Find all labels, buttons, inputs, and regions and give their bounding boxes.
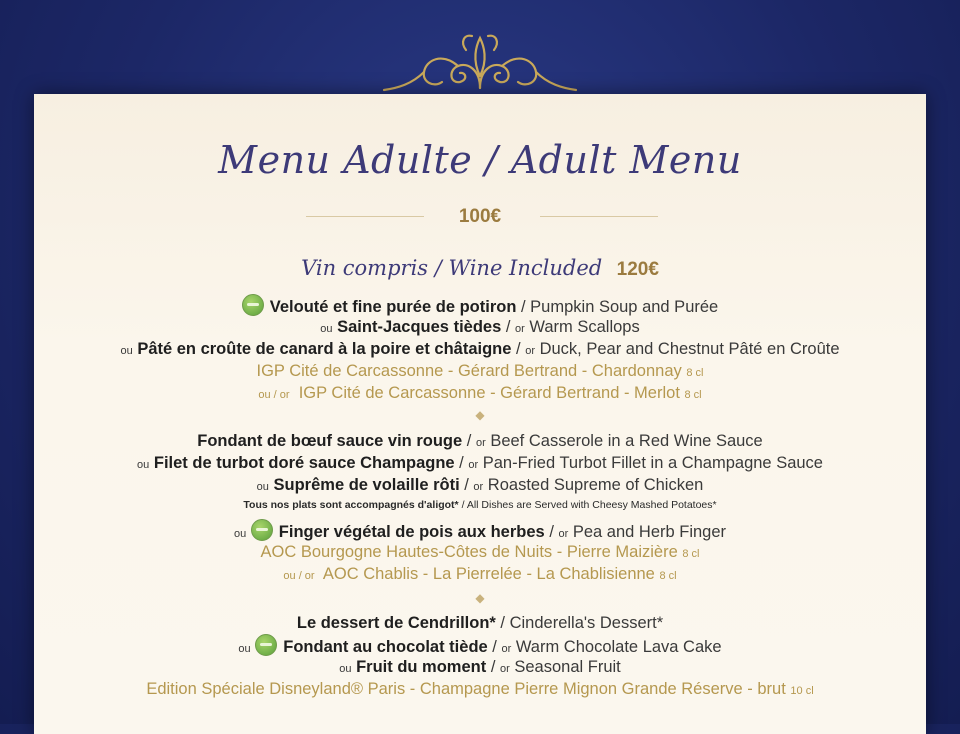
or-label: or: [500, 663, 510, 675]
menu-card: [34, 94, 926, 734]
dish-fr: Fruit du moment: [356, 658, 487, 676]
wine-name: IGP Cité de Carcassonne - Gérard Bertrand - Merlot: [298, 384, 680, 402]
starter-3: ou Pâté en croûte de canard à la poire et châtaigne / or Duck, Pear and Chestnut Pâté en Croûte: [120, 340, 840, 358]
champagne-name: Edition Spéciale Disneyland® Paris - Champagne Pierre Mignon Grande Réserve - brut: [146, 680, 786, 698]
gold-scroll-ornament: [380, 30, 580, 98]
ou-label: ou: [120, 345, 133, 357]
dessert-2: ou Fondant au chocolat tiède / or Warm Chocolate Lava Cake: [34, 634, 926, 660]
dish-en: Seasonal Fruit: [514, 658, 621, 676]
note-fr: Tous nos plats sont accompagnés d'aligot*: [243, 499, 459, 511]
wine-volume: 10 cl: [790, 685, 814, 697]
dessert-1: Le dessert de Cendrillon* / Cinderella's Dessert*: [296, 614, 664, 632]
dessert-3: ou Fruit du moment / or Seasonal Fruit: [339, 658, 621, 676]
vegan-leaf-icon: [242, 294, 264, 316]
wine-name: AOC Bourgogne Hautes-Côtes de Nuits - Pierre Maizière: [260, 543, 678, 561]
dish-fr: Finger végétal de pois aux herbes: [278, 523, 545, 541]
ou-label: ou: [233, 528, 247, 540]
dish-fr: Le dessert de Cendrillon*: [296, 614, 496, 632]
main-3: ou Suprême de volaille rôti / or Roasted Supreme of Chicken: [256, 476, 704, 494]
wine-name: IGP Cité de Carcassonne - Gérard Bertrand - Chardonnay: [256, 362, 682, 380]
dish-fr: Fondant de bœuf sauce vin rouge: [197, 432, 463, 450]
note-en: / All Dishes are Served with Cheesy Mashed Potatoes*: [461, 499, 717, 511]
or-label: or: [468, 459, 479, 471]
wine-name: AOC Chablis - La Pierrelée - La Chablisienne: [322, 565, 655, 583]
vegan-leaf-icon: [255, 634, 277, 656]
divider-right: [540, 216, 658, 217]
champagne-line: [34, 678, 926, 702]
starter-1: Velouté et fine purée de potiron / Pumpkin Soup and Purée: [34, 294, 926, 318]
menu-title: Menu Adulte / Adult Menu: [218, 138, 742, 182]
dish-en: Pumpkin Soup and Purée: [530, 298, 719, 316]
dish-fr: Velouté et fine purée de potiron: [269, 298, 517, 316]
ou-label: ou: [320, 323, 333, 335]
wine-volume: 8 cl: [684, 389, 702, 401]
dish-en: Pan-Fried Turbot Fillet in a Champagne Sauce: [482, 454, 823, 472]
dish-en: Warm Scallops: [529, 318, 640, 336]
diamond-separator: ◆: [475, 591, 485, 605]
vegan-leaf-icon: [251, 519, 273, 541]
or-label: or: [525, 345, 535, 357]
or-label: or: [475, 437, 486, 449]
dish-en: Duck, Pear and Chestnut Pâté en Croûte: [539, 340, 840, 358]
diamond-separator: ◆: [475, 408, 485, 422]
dish-en: Roasted Supreme of Chicken: [487, 476, 704, 494]
dish-fr: Saint-Jacques tièdes: [337, 318, 502, 336]
main-wine-1: [34, 541, 926, 565]
wine-included-label: Vin compris / Wine Included: [301, 256, 603, 280]
ou-or-label: ou / or: [258, 389, 290, 401]
starter-2: ou Saint-Jacques tièdes / or Warm Scallops: [320, 318, 640, 336]
dish-fr: Filet de turbot doré sauce Champagne: [153, 454, 455, 472]
dish-fr: Fondant au chocolat tiède: [283, 638, 488, 656]
side-dish-note: [34, 497, 926, 513]
or-label: or: [515, 323, 525, 335]
main-4: ou Finger végétal de pois aux herbes / or Pea and Herb Finger: [34, 519, 926, 545]
ou-label: ou: [137, 459, 150, 471]
dish-en: Cinderella's Dessert*: [509, 614, 664, 632]
ou-label: ou: [339, 663, 352, 675]
ou-label: ou: [238, 643, 251, 655]
main-1: Fondant de bœuf sauce vin rouge / or Beef Casserole in a Red Wine Sauce: [197, 432, 763, 450]
wine-volume: 8 cl: [682, 548, 700, 560]
wine-included-row: [34, 254, 926, 285]
wine-included-price: 120€: [616, 259, 659, 280]
dish-fr: Pâté en croûte de canard à la poire et châtaigne: [137, 340, 512, 358]
starter-wine-2: [34, 382, 926, 406]
or-label: or: [473, 481, 484, 493]
dish-en: Pea and Herb Finger: [572, 523, 727, 541]
dish-en: Beef Casserole in a Red Wine Sauce: [490, 432, 763, 450]
ou-or-label: ou / or: [283, 570, 315, 582]
wine-volume: 8 cl: [659, 570, 677, 582]
main-wine-2: [34, 563, 926, 587]
ou-label: ou: [256, 481, 269, 493]
main-2: ou Filet de turbot doré sauce Champagne / or Pan-Fried Turbot Fillet in a Champagne Sauce: [137, 454, 823, 472]
or-label: or: [558, 528, 569, 540]
menu-price: 100€: [458, 206, 502, 227]
price-row: [34, 202, 926, 232]
or-label: or: [501, 643, 512, 655]
starter-wine-1: [34, 360, 926, 384]
wine-volume: 8 cl: [686, 367, 704, 379]
dish-fr: Suprême de volaille rôti: [273, 476, 460, 494]
divider-left: [306, 216, 424, 217]
dish-en: Warm Chocolate Lava Cake: [515, 638, 722, 656]
